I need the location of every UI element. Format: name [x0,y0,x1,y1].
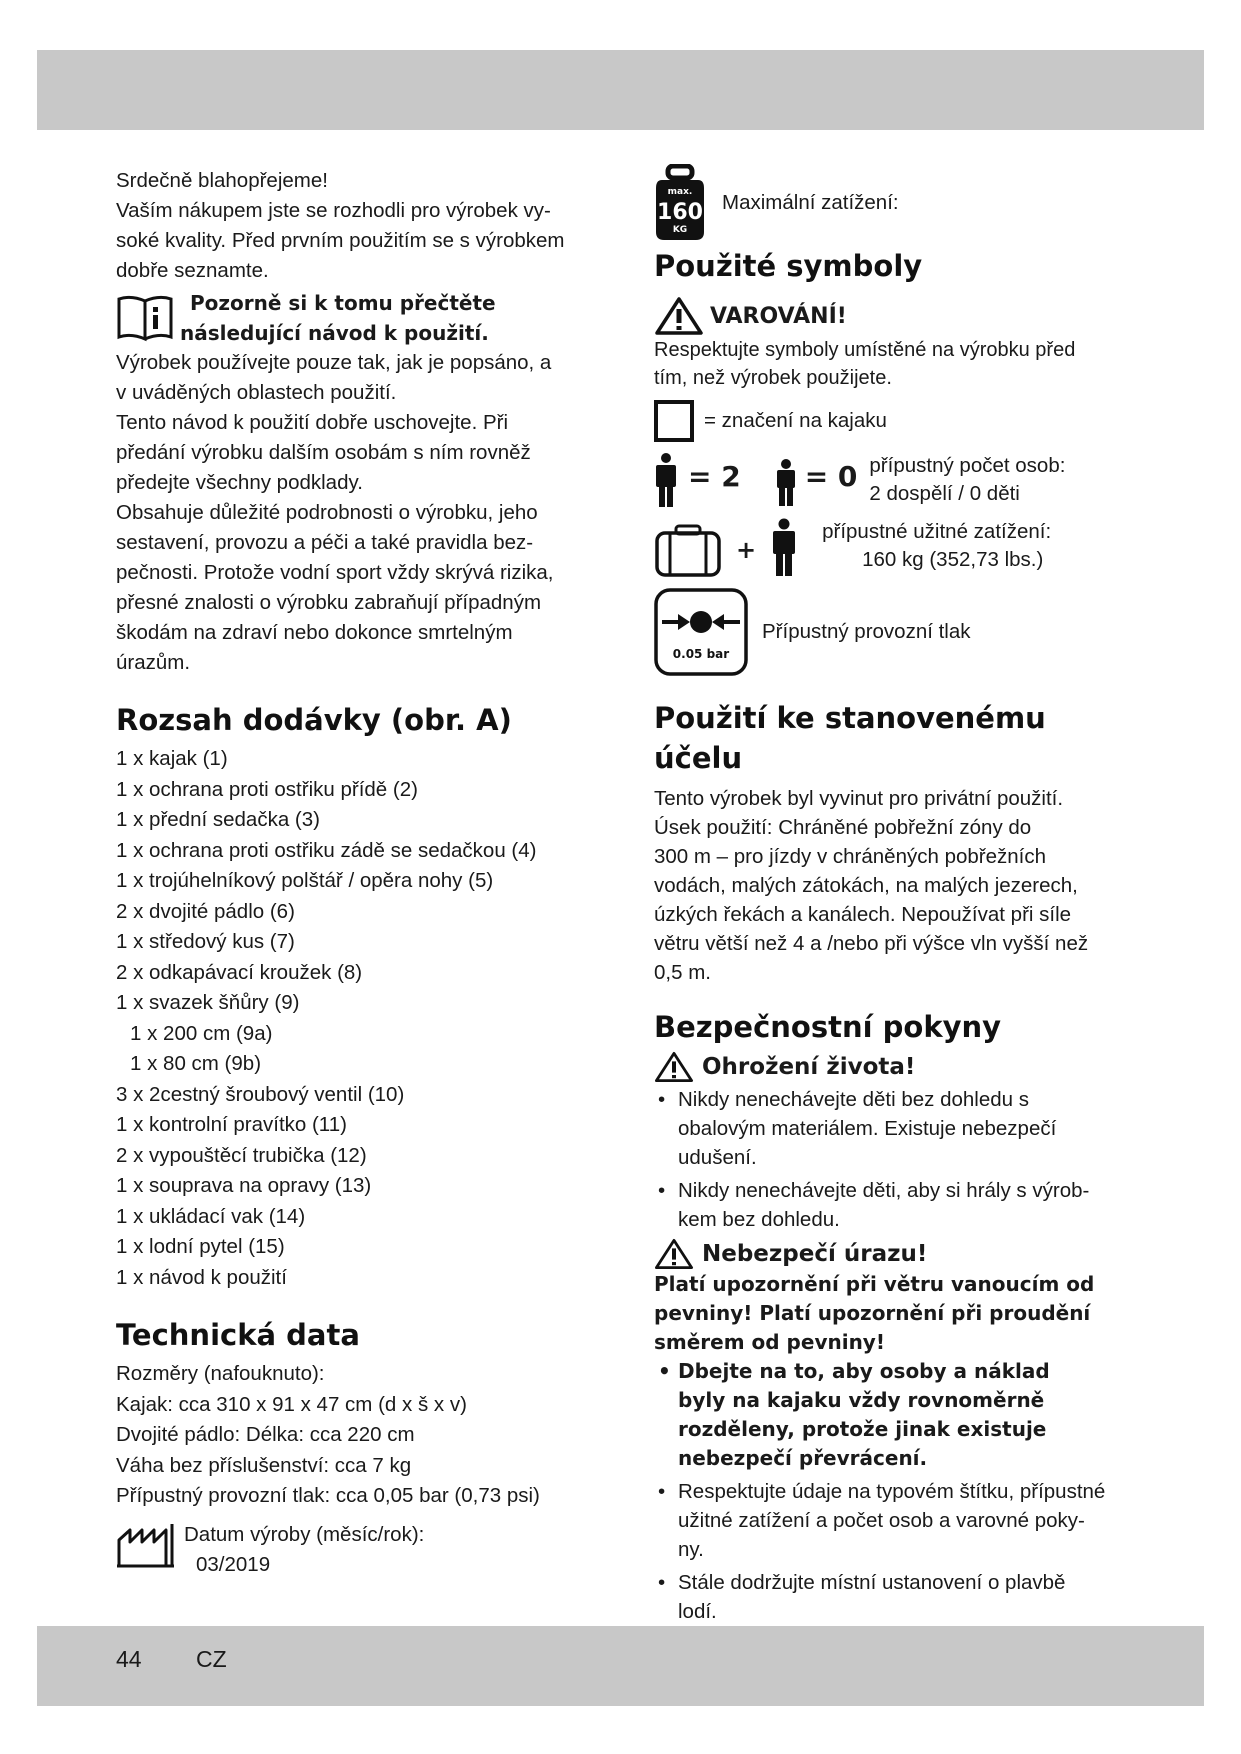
bullet-line: • Respektujte údaje na typovém štítku, přípustné [678,1480,1106,1503]
body-line: škodám na zdraví nebo dokonce smrtelným [116,621,513,644]
list-item: 1 x kajak (1) [116,747,228,770]
right-column [654,164,1134,1626]
body-line: v uváděných oblastech použití. [116,381,397,404]
bullet-line: obalovým materiálem. Existuje nebezpečí [678,1117,1057,1140]
manual-book-icon [116,293,174,343]
warning-line: Respektujte symboly umístěné na výrobku před [654,339,1076,361]
payload-text [822,518,1051,574]
danger-life-heading [654,1051,1134,1083]
list-item: 2 x dvojité pádlo (6) [116,899,295,923]
adult-count: = 2 [688,460,741,493]
warning-label: VAROVÁNÍ! [710,303,847,329]
use-line: vodách, malých zátokách, na malých jezerech, [654,874,1078,897]
weight-value-text: 160 [657,200,703,225]
use-title: Použití ke stanovenému účelu [654,701,1046,775]
person-icon [770,518,798,576]
list-item: 1 x lodní pytel (15) [116,1235,285,1258]
persons-label: přípustný počet osob: [869,454,1066,477]
persons-value: 2 dospělí / 0 děti [869,482,1020,505]
list-subitem: 1 x 200 cm (9a) [130,1021,273,1045]
bullet-item [654,1176,1134,1234]
use-line: 0,5 m. [654,961,711,984]
max-load [654,164,1134,242]
list-item: 1 x přední sedačka (3) [116,808,320,831]
list-item: 1 x trojúhelníkový polštář / opěra nohy (5) [116,869,494,892]
bullet-line: udušení. [678,1146,757,1169]
use-line: úzkých řekách a kanálech. Nepoužívat při síle [654,903,1072,926]
intro [116,166,596,286]
bullet-line: užitné zatížení a počet osob a varovné poky- [678,1509,1085,1532]
warning-heading [654,296,1134,336]
body-line: přesné znalosti o výrobku zabraňují případným [116,591,542,614]
use-line: větru větší než 4 a /nebo při výšce vln vyšší než [654,932,1089,955]
marking-symbol [654,400,1134,442]
bullet-item-bold [654,1357,1134,1473]
header-bar [37,50,1204,130]
luggage-icon [654,522,722,578]
bullet-line: • Nikdy nenechávejte děti, aby si hrály s výrob- [678,1179,1090,1202]
body-line: Obsahuje důležité podrobnosti o výrobku, jeho [116,501,538,524]
safety-title: Bezpečnostní pokyny [654,1010,1002,1044]
persons-symbol [654,452,1134,508]
bullet-line: • Stále dodržujte místní ustanovení o plavbě [678,1571,1066,1594]
bullet-line: nebezpečí převrácení. [678,1446,928,1470]
use-line: Úsek použití: Chráněné pobřežní zóny do [654,816,1032,839]
list-subitem: 1 x 80 cm (9b) [130,1052,262,1075]
bullet-line: lodí. [678,1600,717,1623]
use-line: 300 m – pro jízdy v chráněných pobřežních [654,845,1046,868]
intro-line: dobře seznamte. [116,259,269,282]
payload-value: 160 kg (352,73 lbs.) [862,548,1044,571]
page-number: 44 [116,1646,142,1672]
marking-label: = značení na kajaku [704,408,887,432]
scope-title: Rozsah dodávky (obr. A) [116,703,512,737]
list-item: 1 x ochrana proti ostřiku zádě se sedačkou (4) [116,838,537,862]
injury-bold-line: Platí upozornění při větru vanoucím od [654,1272,1095,1296]
production-value: 03/2019 [196,1553,271,1576]
list-item: 1 x svazek šňůry (9) [116,991,300,1014]
notice-text [180,288,496,348]
bullet-line: byly na kajaku vždy rovnoměrně [678,1388,1045,1412]
list-item: 2 x odkapávací kroužek (8) [116,960,363,984]
warning-text [654,336,1134,392]
body-line: předání výrobku dalším osobám s ním rovněž [116,441,531,464]
list-item: 1 x souprava na opravy (13) [116,1174,372,1197]
injury-bold-line: pevniny! Platí upozornění při proudění [654,1301,1091,1325]
list-item: 1 x návod k použití [116,1265,287,1289]
bullet-line: kem bez dohledu. [678,1208,840,1231]
injury-bold-text [654,1270,1134,1357]
injury-label: Nebezpečí úrazu! [702,1241,928,1267]
body-line: předejte všechny podklady. [116,471,363,494]
use-line: Tento výrobek byl vyvinut pro privátní použití. [654,787,1064,810]
language-code: CZ [196,1646,227,1672]
child-person-icon [775,458,797,506]
tech-line: Váha bez příslušenství: cca 7 kg [116,1453,412,1477]
persons-text [869,452,1065,508]
production-date [116,1520,596,1581]
warning-triangle-icon [654,296,704,336]
body-line: Tento návod k použití dobře uschovejte. Při [116,411,509,434]
payload-symbol [654,518,1134,578]
list-item: 2 x vypouštěcí trubička (12) [116,1143,367,1167]
tech-line: Přípustný provozní tlak: cca 0,05 bar (0,73 psi) [116,1484,540,1507]
list-item: 1 x kontrolní pravítko (11) [116,1113,347,1136]
square-marker-icon [654,400,694,442]
left-column [116,166,596,1581]
child-count: = 0 [804,460,858,493]
max-load-label: Maximální zatížení: [722,190,899,214]
production-label: Datum výroby (měsíc/rok): [184,1522,425,1546]
bullet-line: rozděleny, protože jinak existuje [678,1417,1047,1441]
injury-heading [654,1238,1134,1270]
factory-icon [116,1520,176,1570]
pressure-label: Přípustný provozní tlak [762,619,971,643]
bullet-item [654,1477,1134,1564]
bullet-line: ny. [678,1538,704,1561]
list-item: 1 x ochrana proti ostřiku přídě (2) [116,777,418,801]
tech-title: Technická data [116,1318,360,1352]
symbols-title: Použité symboly [654,249,923,283]
adult-person-icon [654,452,678,508]
use-text [654,784,1134,987]
intro-line: Vaším nákupem jste se rozhodli pro výrobek vy- [116,199,551,222]
intro-line: soké kvality. Před prvním použitím se s výrobkem [116,229,565,252]
plus-sign: + [736,536,757,564]
intro-line: Srdečně blahopřejeme! [116,169,328,192]
list-item: 1 x ukládací vak (14) [116,1204,306,1228]
list-item: 1 x středový kus (7) [116,930,295,953]
weight-unit-text: KG [672,225,688,235]
warning-triangle-icon [654,1051,694,1083]
manual-notice [116,288,596,348]
notice-line: následující návod k použití. [180,321,489,345]
injury-bold-line: směrem od pevniny! [654,1330,885,1354]
production-text [184,1520,424,1581]
warning-line: tím, než výrobek použijete. [654,367,892,389]
pressure-badge-text: 0.05 bar [672,647,730,661]
notice-line: Pozorně si k tomu přečtěte [190,291,496,315]
pressure-gauge-icon [654,588,748,676]
list-item: 3 x 2cestný šroubový ventil (10) [116,1082,405,1106]
pressure-symbol [654,588,1134,676]
weight-icon [654,164,706,242]
danger-life-label: Ohrožení života! [702,1054,916,1080]
payload-label: přípustné užitné zatížení: [822,520,1052,543]
body-line: Výrobek používejte pouze tak, jak je popsáno, a [116,351,552,374]
warning-triangle-icon [654,1238,694,1270]
body-line: pečnosti. Protože vodní sport vždy skrývá rizika, [116,561,554,584]
body-line: úrazům. [116,651,191,674]
body-line: sestavení, provozu a péči a také pravidla bez- [116,531,534,554]
bullet-line: • Nikdy nenechávejte děti bez dohledu s [678,1088,1030,1111]
bullet-item [654,1085,1134,1172]
tech-line: Dvojité pádlo: Délka: cca 220 cm [116,1423,415,1446]
tech-data [116,1359,596,1512]
bullet-line: • Dbejte na to, aby osoby a náklad [678,1359,1050,1383]
bullet-item [654,1568,1134,1626]
intro-body [116,348,596,678]
scope-list [116,744,596,1293]
tech-line: Rozměry (nafouknuto): [116,1362,325,1385]
tech-line: Kajak: cca 310 x 91 x 47 cm (d x š x v) [116,1392,467,1416]
weight-top-text: max. [667,187,693,197]
